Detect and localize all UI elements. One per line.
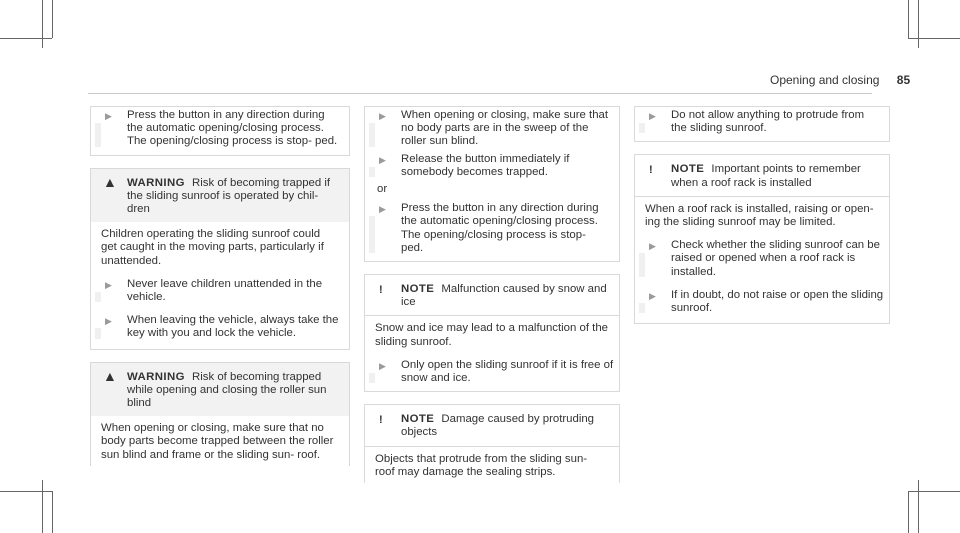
crop-mark (0, 38, 52, 39)
column-2 (364, 106, 620, 483)
note-box (634, 154, 890, 324)
exclamation-icon: ! (379, 414, 383, 427)
page-number: 85 (896, 73, 911, 87)
arrow-right-icon: ▶ (379, 154, 386, 165)
note-keyword: NOTE (401, 413, 435, 426)
exclamation-icon: ! (649, 164, 653, 177)
warning-box (90, 362, 350, 466)
crop-mark (918, 0, 919, 48)
instruction-step (91, 278, 349, 304)
arrow-right-icon: ▶ (105, 279, 112, 290)
note-body: Snow and ice may lead to a malfunction of the sliding sunroof. (375, 322, 609, 348)
instruction-step (365, 359, 619, 385)
crop-mark (908, 0, 909, 38)
step-bar (95, 328, 101, 338)
step-bar (95, 123, 101, 147)
note-body: When a roof rack is installed, raising or open- ing the sliding sunroof may be limited. (645, 202, 874, 229)
crop-mark (52, 0, 53, 38)
step-box (90, 106, 350, 156)
step-bar (639, 253, 645, 277)
instruction-step (365, 153, 611, 179)
crop-mark (42, 0, 43, 48)
note-box (364, 404, 620, 483)
warning-heading: Risk of becoming trapped if the sliding sunroof is operated by chil- dren (127, 176, 331, 216)
step-bar (639, 303, 645, 313)
instruction-step (91, 109, 341, 149)
instruction-step (365, 109, 611, 149)
instruction-step (635, 109, 881, 135)
arrow-right-icon: ▶ (649, 290, 656, 301)
warning-keyword: WARNING (127, 176, 185, 189)
warning-body: Children operating the sliding sunroof could get caught in the moving parts, particularly if unattended. (101, 228, 324, 267)
arrow-right-icon: ▶ (105, 111, 112, 121)
arrow-right-icon: ▶ (649, 241, 656, 252)
step-bar (369, 373, 375, 383)
step-bar (639, 123, 645, 133)
note-heading: Malfunction caused by snow and ice (401, 283, 607, 309)
crop-mark (908, 491, 909, 533)
step-bar (369, 167, 375, 177)
instruction-step (635, 289, 889, 315)
step-text: Release the button immediately if somebody becomes trapped. (401, 152, 570, 178)
note-header (365, 405, 619, 446)
or-label: or (377, 183, 388, 196)
step-bar (95, 292, 101, 302)
note-body: Objects that protrude from the sliding sun- roof may damage the sealing strips. (375, 452, 588, 478)
exclamation-icon: ! (379, 284, 383, 297)
arrow-right-icon: ▶ (649, 111, 656, 121)
arrow-right-icon: ▶ (379, 360, 386, 371)
instruction-step (365, 202, 611, 255)
note-heading: Damage caused by protruding objects (401, 413, 595, 439)
note-heading: Important points to remember when a roof rack is installed (671, 163, 861, 189)
step-text: Do not allow anything to protrude from the sliding sunroof. (671, 109, 865, 135)
step-text: Only open the sliding sunroof if it is free of snow and ice. (401, 358, 614, 385)
note-header (635, 155, 889, 196)
step-box (634, 106, 890, 142)
crop-mark (918, 480, 919, 533)
note-keyword: NOTE (671, 163, 705, 176)
step-text: Never leave children unattended in the vehicle. (127, 277, 323, 304)
warning-triangle-icon: ▲ (103, 367, 117, 384)
crop-mark (0, 491, 52, 492)
arrow-right-icon: ▶ (105, 316, 112, 327)
section-title: Opening and closing (770, 73, 880, 87)
note-box (364, 274, 620, 392)
step-text: Check whether the sliding sunroof can be raised or opened when a roof rack is installed. (671, 239, 880, 278)
warning-body: When opening or closing, make sure that no body parts become trapped between the roller sun blind and frame or the sliding sun- roof. (101, 422, 334, 461)
step-bar (369, 216, 375, 253)
crop-mark (52, 491, 53, 533)
column-1 (90, 106, 350, 466)
warning-triangle-icon: ▲ (103, 173, 117, 190)
warning-keyword: WARNING (127, 370, 185, 383)
note-header (365, 275, 619, 316)
step-text: When opening or closing, make sure that no body parts are in the sweep of the roller sun blind. (401, 109, 609, 148)
warning-header (91, 363, 349, 417)
column-3 (634, 106, 890, 324)
instruction-step (91, 314, 349, 340)
warning-box (90, 168, 350, 350)
crop-mark (908, 491, 960, 492)
warning-heading: Risk of becoming trapped while opening and closing the roller sun blind (127, 370, 327, 410)
step-text: When leaving the vehicle, always take the key with you and lock the vehicle. (127, 314, 339, 340)
step-text: Press the button in any direction during the automatic opening/closing process. The opening/closing process is stop- ped. (127, 109, 338, 148)
warning-header (91, 169, 349, 223)
arrow-right-icon: ▶ (379, 204, 386, 215)
arrow-right-icon: ▶ (379, 111, 386, 121)
header-rule (88, 93, 872, 94)
step-bar (369, 123, 375, 147)
instruction-step (635, 239, 889, 279)
crop-mark (908, 38, 960, 39)
step-text: Press the button in any direction during the automatic opening/closing process. The opening/closing process is stop- ped. (401, 202, 599, 254)
page-header (770, 73, 910, 87)
step-text: If in doubt, do not raise or open the sliding sunroof. (671, 288, 884, 315)
note-keyword: NOTE (401, 283, 435, 296)
step-box (364, 106, 620, 262)
crop-mark (42, 480, 43, 533)
